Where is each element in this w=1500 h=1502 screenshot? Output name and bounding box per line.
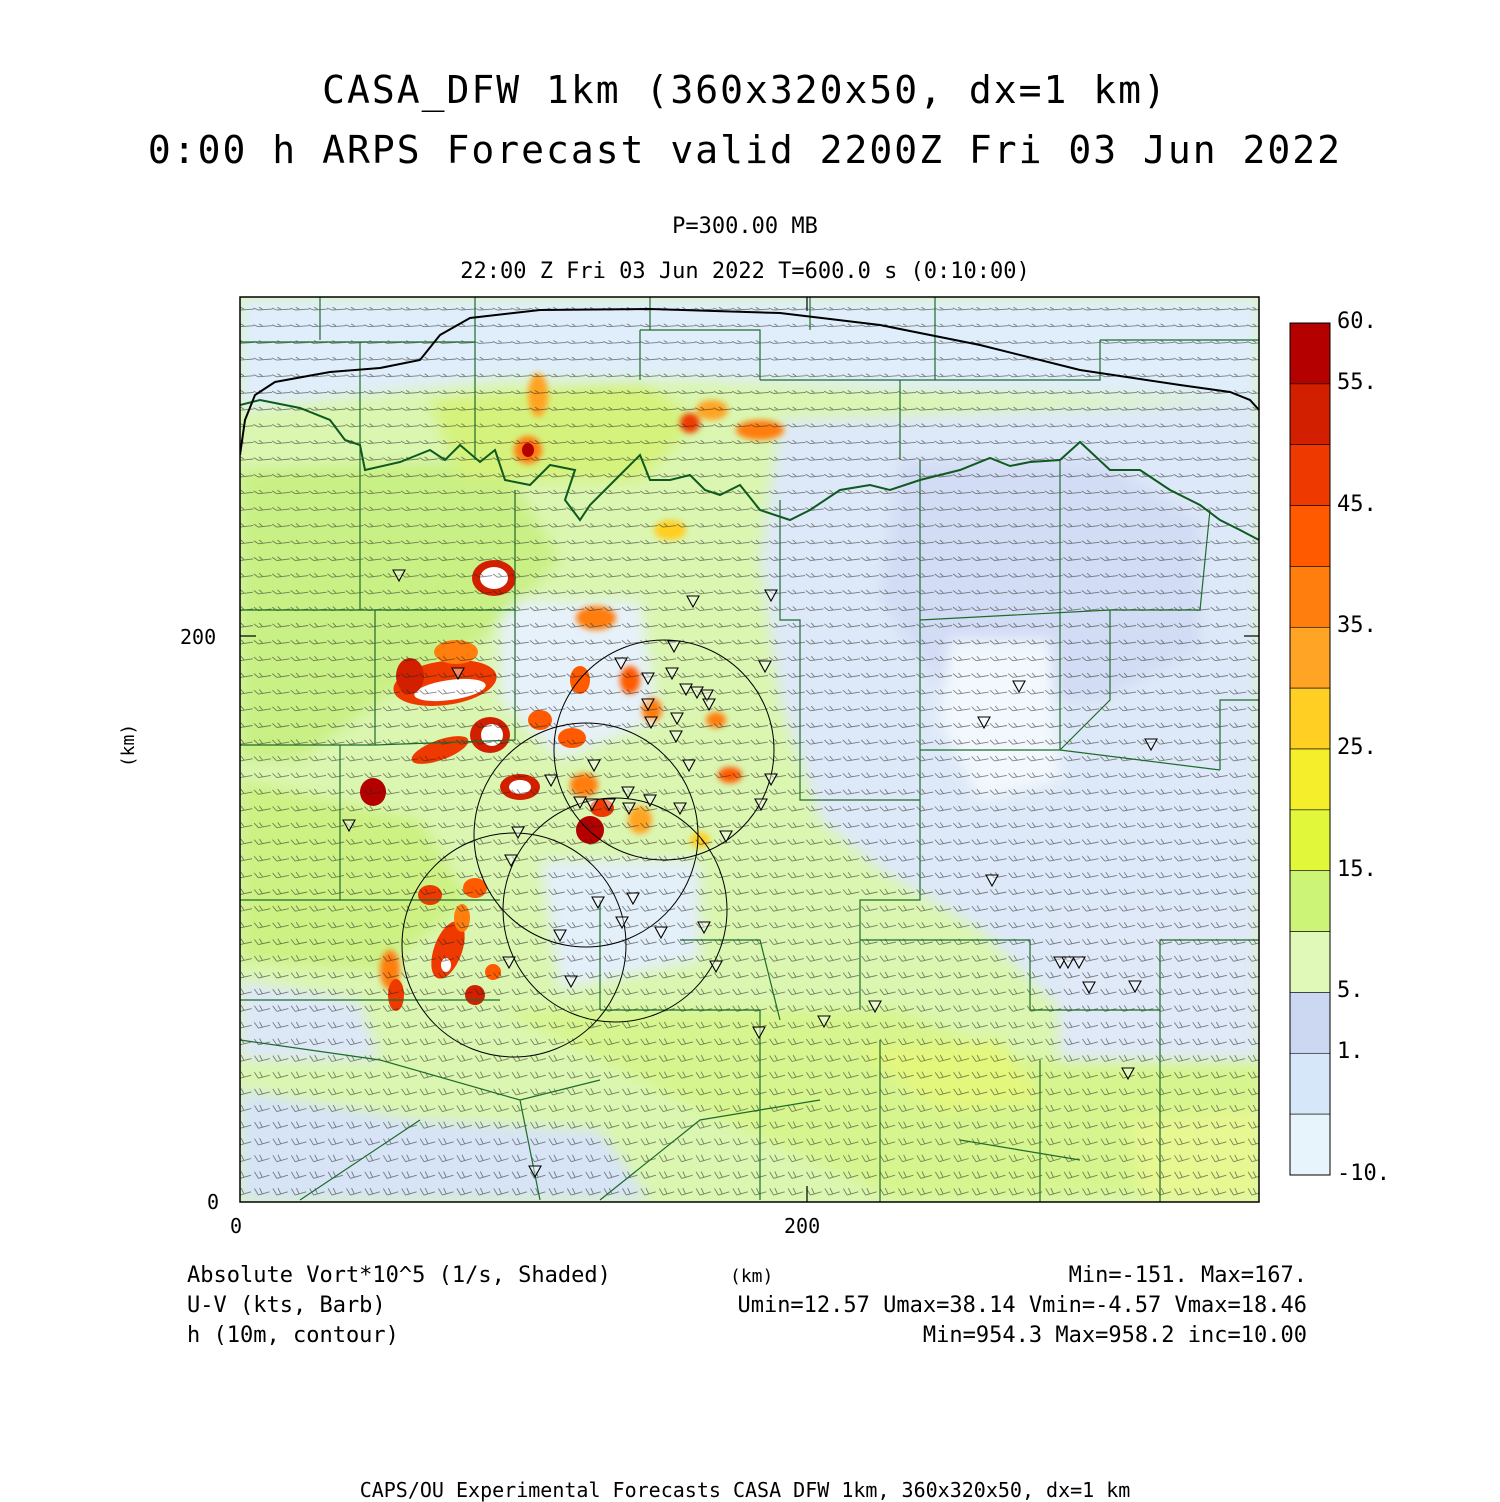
- colorbar-box: [1290, 566, 1330, 627]
- colorbar-label: 1.: [1337, 1039, 1364, 1065]
- colorbar-box: [1290, 506, 1330, 567]
- colorbar-box: [1290, 627, 1330, 688]
- colorbar-label: 35.: [1337, 613, 1377, 639]
- title-line-2: 0:00 h ARPS Forecast valid 2200Z Fri 03 Jun 2022: [147, 128, 1343, 172]
- colorbar-box: [1290, 384, 1330, 445]
- colorbar-label: 45.: [1337, 491, 1377, 517]
- colorbar-box: [1290, 688, 1330, 749]
- y-axis-label: (km): [118, 723, 140, 768]
- colorbar-box: [1290, 871, 1330, 932]
- colorbar-box: [1290, 992, 1330, 1053]
- colorbar-label: 5.: [1337, 978, 1364, 1004]
- colorbar-box: [1290, 323, 1330, 384]
- title-line-1: CASA_DFW 1km (360x320x50, dx=1 km): [322, 68, 1168, 112]
- stats-vorticity: Min=-151. Max=167.: [1068, 1263, 1307, 1288]
- colorbar-box: [1290, 810, 1330, 871]
- colorbar-label: -10.: [1337, 1161, 1390, 1186]
- colorbar-label: 55.: [1337, 369, 1377, 395]
- y-tick-200: 200: [180, 625, 217, 649]
- footer-credit: CAPS/OU Experimental Forecasts CASA DFW 1km, 360x320x50, dx=1 km: [359, 1478, 1131, 1502]
- colorbar: [1290, 323, 1330, 1175]
- valid-time: 22:00 Z Fri 03 Jun 2022 T=600.0 s (0:10:00): [460, 259, 1030, 284]
- y-tick-0: 0: [207, 1190, 220, 1214]
- colorbar-box: [1290, 749, 1330, 810]
- x-tick-0: 0: [230, 1214, 243, 1238]
- colorbar-box: [1290, 445, 1330, 506]
- stats-height: Min=954.3 Max=958.2 inc=10.00: [922, 1323, 1307, 1348]
- x-tick-200: 200: [784, 1214, 821, 1238]
- x-axis-label: (km): [730, 1266, 774, 1287]
- colorbar-box: [1290, 932, 1330, 993]
- pressure-level: P=300.00 MB: [672, 214, 818, 239]
- colorbar-box: [1290, 1114, 1330, 1175]
- plot-area: [235, 297, 1266, 1202]
- legend-height: h (10m, contour): [187, 1323, 399, 1348]
- colorbar-label: 60.: [1337, 309, 1377, 334]
- colorbar-label: 15.: [1337, 856, 1377, 882]
- colorbar-box: [1290, 1053, 1330, 1114]
- colorbar-label: 25.: [1337, 735, 1377, 760]
- legend-vorticity: Absolute Vort*10^5 (1/s, Shaded): [187, 1263, 611, 1288]
- stats-wind: Umin=12.57 Umax=38.14 Vmin=-4.57 Vmax=18.46: [737, 1293, 1307, 1318]
- legend-wind: U-V (kts, Barb): [187, 1293, 386, 1318]
